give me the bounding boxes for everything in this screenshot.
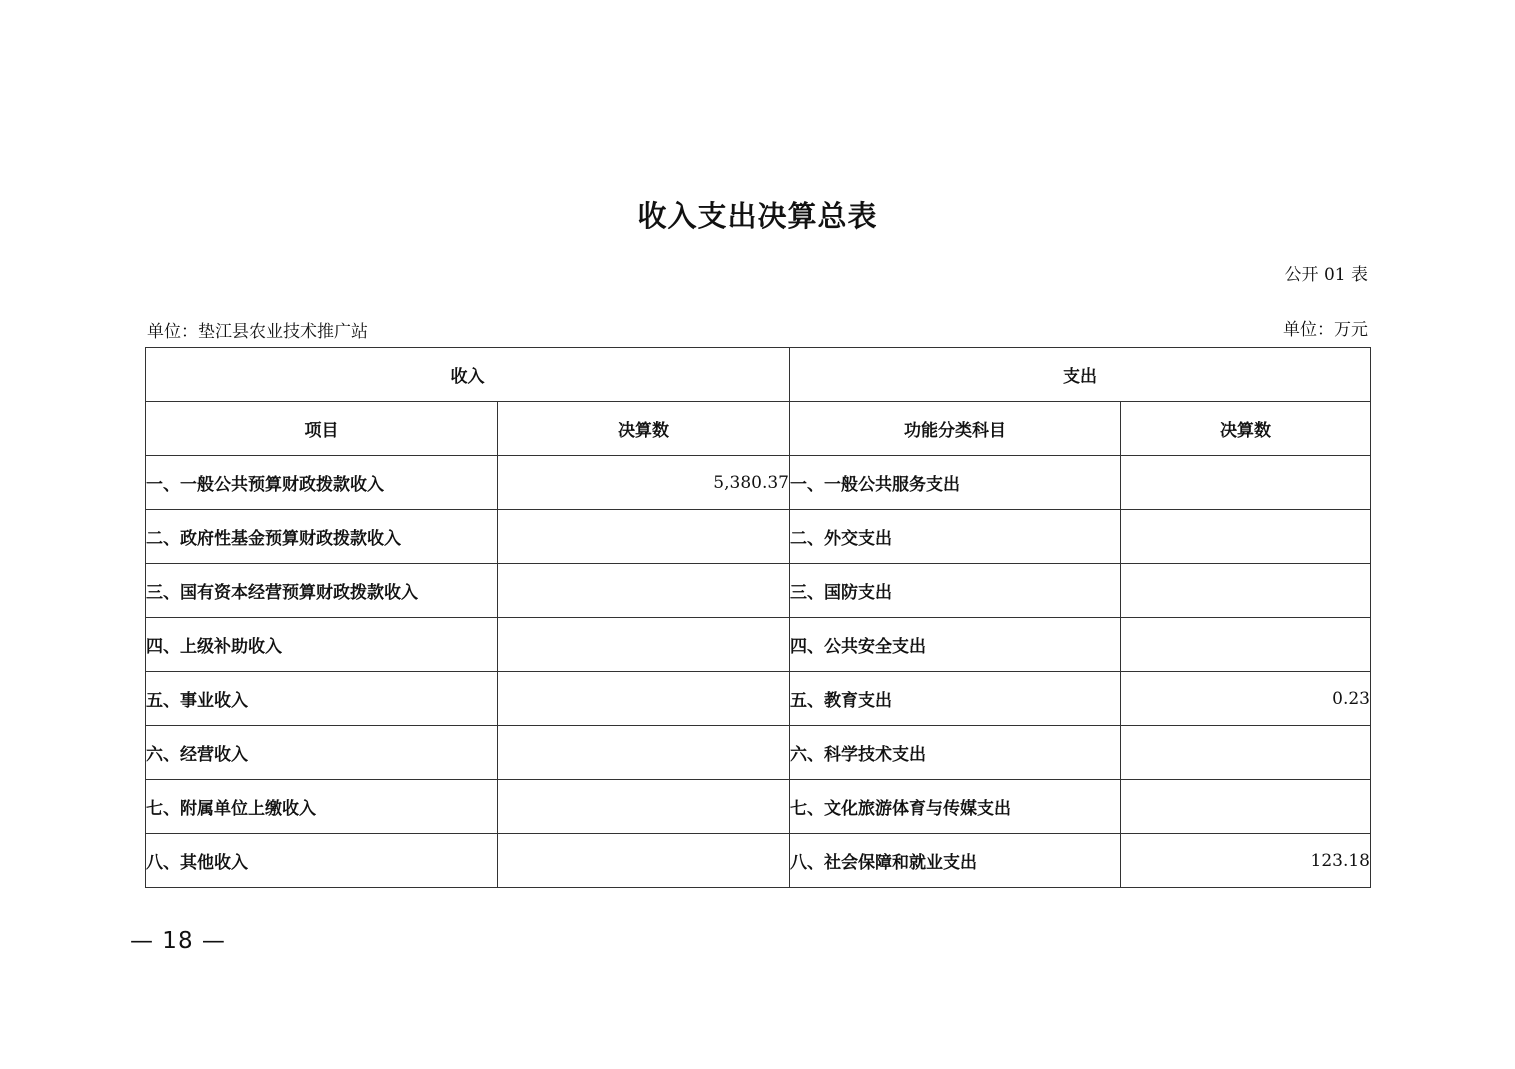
column-header-income-amount: 决算数	[498, 402, 790, 456]
expense-amount-cell: 123.18	[1121, 834, 1371, 888]
income-item-cell: 二、政府性基金预算财政拨款收入	[146, 510, 498, 564]
expense-amount-cell: 0.23	[1121, 672, 1371, 726]
income-amount-cell	[498, 618, 790, 672]
income-item-cell: 六、经营收入	[146, 726, 498, 780]
table-row	[146, 564, 1371, 618]
column-header-expense-amount: 决算数	[1121, 402, 1371, 456]
expense-amount-cell	[1121, 456, 1371, 510]
expense-item-cell: 六、科学技术支出	[790, 726, 1121, 780]
income-amount-cell	[498, 564, 790, 618]
income-amount-cell	[498, 726, 790, 780]
expense-amount-cell	[1121, 780, 1371, 834]
table-row	[146, 510, 1371, 564]
income-item-cell: 一、一般公共预算财政拨款收入	[146, 456, 498, 510]
income-amount-cell	[498, 510, 790, 564]
expense-group-header: 支出	[790, 348, 1371, 402]
income-group-header: 收入	[146, 348, 790, 402]
income-item-cell: 八、其他收入	[146, 834, 498, 888]
expense-amount-cell	[1121, 564, 1371, 618]
income-item-cell: 七、附属单位上缴收入	[146, 780, 498, 834]
table-row	[146, 726, 1371, 780]
unit-currency: 单位：万元	[1283, 320, 1368, 340]
expense-item-cell: 七、文化旅游体育与传媒支出	[790, 780, 1121, 834]
expense-amount-cell	[1121, 726, 1371, 780]
table-row	[146, 780, 1371, 834]
table-row	[146, 618, 1371, 672]
expense-item-cell: 二、外交支出	[790, 510, 1121, 564]
income-amount-cell	[498, 780, 790, 834]
budget-table	[145, 347, 1371, 888]
table-group-header-row	[146, 348, 1371, 402]
income-amount-cell: 5,380.37	[498, 456, 790, 510]
page-number: — 18 —	[130, 928, 226, 954]
expense-item-cell: 一、一般公共服务支出	[790, 456, 1121, 510]
expense-item-cell: 五、教育支出	[790, 672, 1121, 726]
table-row	[146, 672, 1371, 726]
income-amount-cell	[498, 672, 790, 726]
income-item-cell: 三、国有资本经营预算财政拨款收入	[146, 564, 498, 618]
expense-amount-cell	[1121, 618, 1371, 672]
expense-item-cell: 三、国防支出	[790, 564, 1121, 618]
income-item-cell: 四、上级补助收入	[146, 618, 498, 672]
column-header-expense-item: 功能分类科目	[790, 402, 1121, 456]
page-title: 收入支出决算总表	[637, 199, 878, 233]
expense-amount-cell	[1121, 510, 1371, 564]
table-row	[146, 456, 1371, 510]
expense-item-cell: 四、公共安全支出	[790, 618, 1121, 672]
table-column-header-row	[146, 402, 1371, 456]
column-header-income-item: 项目	[146, 402, 498, 456]
expense-item-cell: 八、社会保障和就业支出	[790, 834, 1121, 888]
income-amount-cell	[498, 834, 790, 888]
unit-organization: 单位：垫江县农业技术推广站	[147, 322, 368, 342]
form-number: 公开 01 表	[1284, 265, 1368, 285]
income-item-cell: 五、事业收入	[146, 672, 498, 726]
table-row	[146, 834, 1371, 888]
